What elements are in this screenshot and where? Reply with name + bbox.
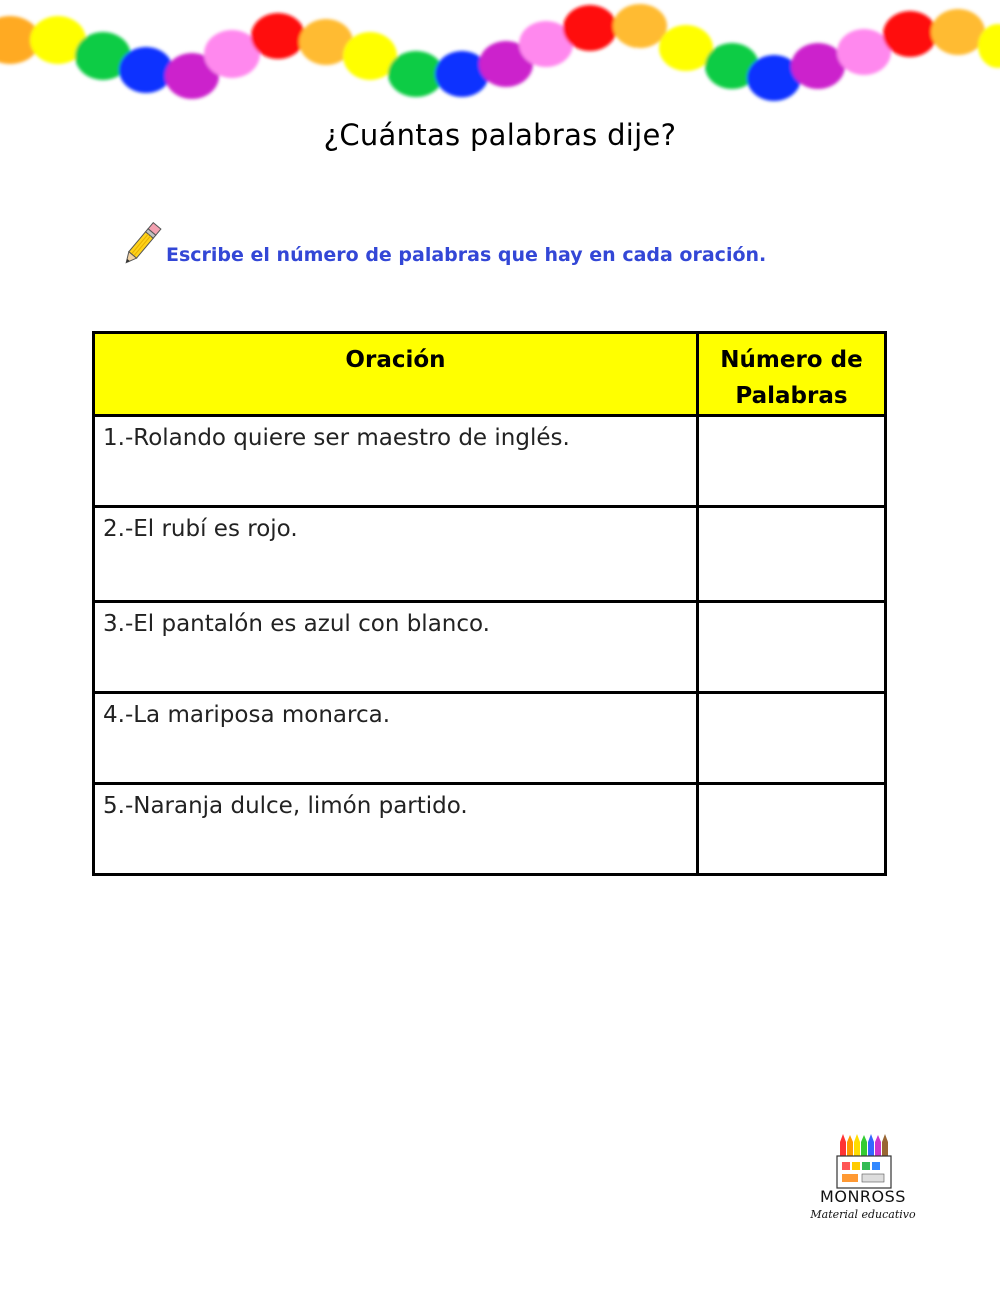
page-title: ¿Cuántas palabras dije? [323,118,677,152]
word-count-answer-cell[interactable] [697,693,885,784]
word-count-answer-cell[interactable] [697,507,885,602]
word-count-answer-cell[interactable] [697,416,885,507]
sentence-cell: 1.-Rolando quiere ser maestro de inglés. [94,416,698,507]
sentence-cell: 4.-La mariposa monarca. [94,693,698,784]
sentence-cell: 2.-El rubí es rojo. [94,507,698,602]
pencil-icon [118,222,164,268]
garland-decoration [0,0,1000,110]
word-count-answer-cell[interactable] [697,784,885,875]
sentence-cell: 5.-Naranja dulce, limón partido. [94,784,698,875]
table-row [94,416,886,507]
table-row [94,784,886,875]
table-row [94,507,886,602]
instruction [118,222,766,268]
word-count-answer-cell[interactable] [697,602,885,693]
header-word-count: Número de Palabras [697,333,885,416]
instruction-text: Escribe el número de palabras que hay en cada oración. [166,244,767,266]
logo-subtitle: Material educativo [810,1208,916,1221]
word-count-table [92,331,887,876]
header-sentence: Oración [94,333,698,416]
sentence-cell: 3.-El pantalón es azul con blanco. [94,602,698,693]
table-row [94,602,886,693]
table-header-row [94,333,886,416]
logo-name: MONROSS [820,1187,906,1206]
table-row [94,693,886,784]
